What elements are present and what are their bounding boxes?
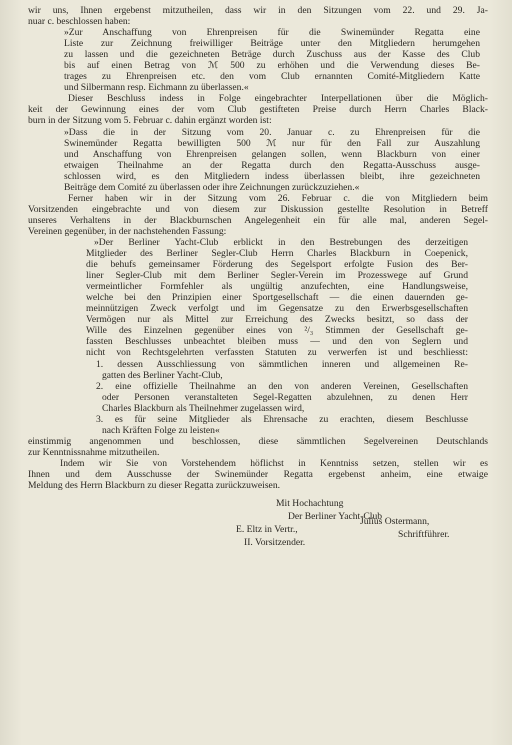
text-line: Ihnen und dem Ausschusse der Swinemünder Regatta ergebenst anheim, eine etwaige	[28, 468, 488, 480]
text-line: »Zur Anschaffung von Ehrenpreisen für die Swinemünder Regatta eine	[64, 27, 480, 39]
text-line: Beiträge dem Comité zu überlassen oder ihre Zeichnungen zurückzuziehen.«	[64, 181, 360, 193]
text-line: einstimmig angenommen und beschlossen, diese sämmtlichen Segelvereinen Deutschlands	[28, 435, 488, 447]
right-signatory-name: Julius Ostermann,	[360, 516, 430, 528]
text-line: etwaigen Theilnahme an der Regatta durch den Regatta-Ausschuss ausge-	[64, 159, 480, 171]
text-line: schlossen wird, es den Mitgliedern indess überlassen bleibt, ihre gezeichneten	[64, 170, 480, 182]
text-line: Wille des Einzelnen gegenüber eines von ²/₃ Stimmen der Gesellschaft ge-	[86, 325, 468, 337]
closing-line: Mit Hochachtung	[276, 498, 344, 510]
text-line: Liste zur Zeichnung freiwilliger Beiträge unter den Mitgliedern herumgehen	[64, 38, 480, 50]
text-line: nuar c. beschlossen haben:	[28, 16, 131, 28]
text-line: vermeintlicher Formfehler als ungültig anzufechten, eine Handlungsweise,	[86, 281, 468, 293]
text-line: Mitglieder des Berliner Segler-Club Herrn Charles Blackburn in Coepenick,	[86, 248, 468, 260]
letter-body	[28, 5, 488, 491]
text-line: Vermögen nur als Mittel zur Erreichung des Zwecks besitzt, so dass der	[86, 314, 468, 326]
text-line: gatten des Berliner Yacht-Club,	[102, 369, 223, 381]
text-line: fassten Beschlusses unbeachtet bleiben muss — und den von Seglern und	[86, 336, 468, 348]
text-line: liner Segler-Club mit dem Berliner Segler-Verein im Prozesswege auf Grund	[86, 270, 468, 282]
text-line: »Der Berliner Yacht-Club erblickt in den Bestrebungen des derzeitigen	[94, 236, 468, 248]
text-line: welche bei den Prinzipien einer Sportgesellschaft — die einen dauernden ge-	[86, 292, 468, 304]
text-line: die behufs gemeinsamer Förderung des Segelsport erfolgte Fusion des Ber-	[86, 259, 468, 271]
text-line: wir uns, Ihnen ergebenst mitzutheilen, dass wir in den Sitzungen vom 22. und 29. Ja-	[28, 5, 488, 16]
text-line: Vorsitzenden eingebrachte und von diesem zur Diskussion gestellte Resolution in Betreff	[28, 203, 488, 215]
text-line: nicht von Rechtsgelehrten verfassten Statuten zu verwerfen ist und beschliesst:	[86, 347, 468, 359]
signature-block	[28, 497, 488, 557]
text-line: Indem wir Sie von Vorstehendem höflichst in Kenntniss setzen, stellen wir es	[60, 457, 488, 469]
text-line: Swinemünder Regatta bewilligten 500 ℳ nur für den Fall zur Auszahlung	[64, 137, 480, 149]
text-line: Ferner haben wir in der Sitzung vom 26. Februar c. die von Mitgliedern beim	[68, 192, 488, 204]
text-line: »Dass die in der Sitzung vom 20. Januar c. zu Ehrenpreisen für die	[64, 126, 480, 138]
text-line: Vereinen gegenüber, in der nachstehenden Fassung:	[28, 225, 227, 237]
text-line: nach Kräften Folge zu leisten«	[102, 424, 220, 436]
text-line: keit der Gewinnung eines der vom Club gestifteten Preise durch Herrn Charles Black-	[28, 104, 488, 116]
left-signatory-name: E. Eltz in Vertr.,	[236, 524, 298, 536]
text-line: und Anschaffung von Ehrenpreisen gelangen sollen, wenn Blackburn von einer	[64, 148, 480, 160]
text-line: zu lassen und die gezeichneten Beträge durch Zuschuss aus der Kasse des Club	[64, 49, 480, 61]
club-signature: Der Berliner Yacht-Club	[288, 511, 383, 523]
text-line: trages zu Ehrenpreisen etc. den vom Club ernannten Comité-Mitgliedern Katte	[64, 71, 480, 83]
text-line: unseres Verhaltens in der Blackburnschen Angelegenheit ein für alle mal, anderen Segel-	[28, 214, 488, 226]
text-line: bis auf einen Betrag von ℳ 500 zu erhöhen und die Verwendung dieses Be-	[64, 60, 480, 72]
text-line: Meldung des Herrn Blackburn zu dieser Regatta zurückzuweisen.	[28, 480, 281, 492]
right-signatory-role: Schriftführer.	[398, 529, 450, 541]
text-line: Dieser Beschluss indess in Folge eingebrachter Interpellationen über die Möglich-	[68, 93, 488, 105]
text-line: und Silbermann resp. Eichmann zu überlassen.«	[64, 82, 249, 94]
text-line: 1. dessen Ausschliessung von sämmtlichen inneren und allgemeinen Re-	[96, 358, 468, 370]
left-signatory-role: II. Vorsitzender.	[244, 537, 306, 549]
text-line: burn in der Sitzung vom 5. Februar c. dahin ergänzt worden ist:	[28, 115, 272, 127]
text-line: 3. es für seine Mitglieder als Ehrensache zu erachten, diesem Beschlusse	[96, 413, 468, 425]
text-line: zur Kenntnissnahme mitzutheilen.	[28, 446, 160, 458]
text-line: oder Personen veranstalteten Segel-Regatten abzulehnen, zu denen Herr	[102, 391, 468, 403]
text-line: 2. eine offizielle Theilnahme an den von anderen Vereinen, Gesellschaften	[96, 380, 468, 392]
text-line: meinnützigen Zweck verfolgt und im Gegensatze zu den Erwerbsgesellschaften	[86, 303, 468, 315]
text-line: Charles Blackburn als Theilnehmer zugelassen wird,	[102, 402, 305, 414]
